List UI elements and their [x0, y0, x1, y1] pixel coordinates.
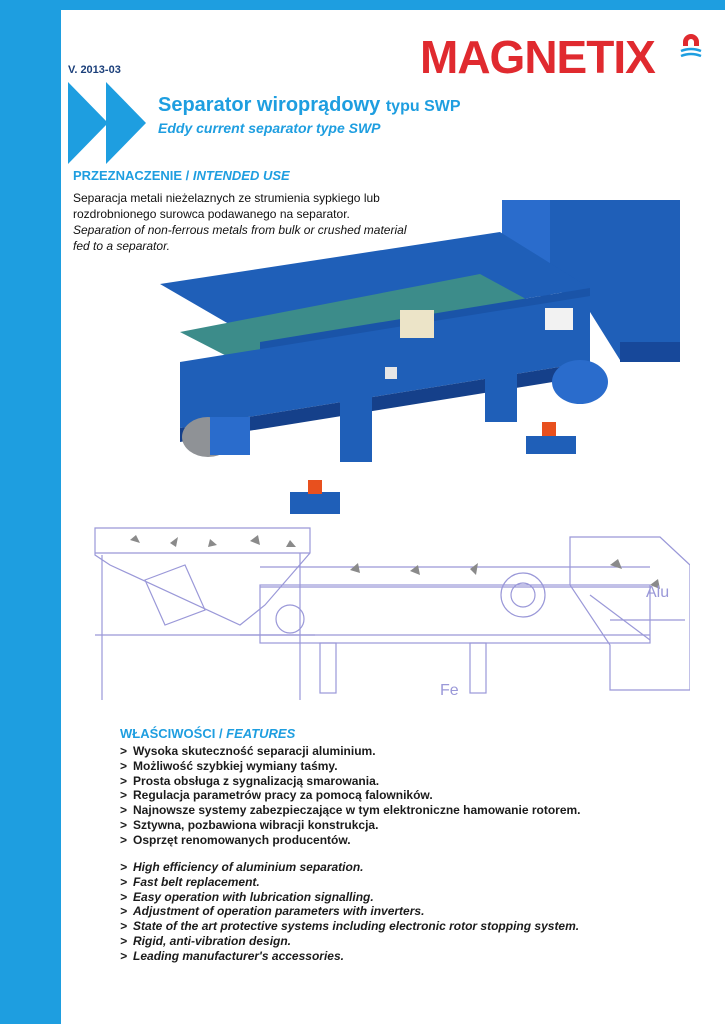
features-heading [120, 726, 295, 741]
magnet-logo-icon [677, 20, 705, 60]
features-list-en [120, 860, 579, 964]
intended-use-heading-en: INTENDED USE [192, 168, 290, 183]
alu-label: Alu [646, 584, 670, 601]
title-polish-main: Separator wiroprądowy [158, 94, 381, 116]
title-polish-type: typu SWP [385, 98, 461, 115]
list-item: > Regulacja parametrów pracy za pomocą falowników. [120, 788, 581, 803]
list-item: > Easy operation with lubrication signalling. [120, 890, 579, 905]
features-heading-en: FEATURES [226, 726, 296, 741]
list-item: > Adjustment of operation parameters with inverters. [120, 904, 579, 919]
magnetix-logo: MAGNETIX [420, 31, 655, 83]
list-item: > Możliwość szybkiej wymiany taśmy. [120, 759, 581, 774]
list-item: > Wysoka skuteczność separacji aluminium. [120, 744, 581, 759]
list-item: > Fast belt replacement. [120, 875, 579, 890]
heading-separator: / [215, 726, 227, 741]
features-heading-pl: WŁAŚCIWOŚCI [120, 726, 216, 741]
intended-use-text-pl: Separacja metali nieżelaznych ze strumienia sypkiego lub rozdrobnionego surowca podawanego na separator. [73, 191, 380, 221]
fe-label: Fe [440, 682, 459, 699]
double-arrow-icon [68, 82, 148, 164]
version-label: V. 2013-03 [68, 64, 121, 76]
list-item: > State of the art protective systems including electronic rotor stopping system. [120, 919, 579, 934]
list-item: > Sztywna, pozbawiona wibracji konstrukcja. [120, 818, 581, 833]
separator-schematic-drawing [90, 525, 690, 705]
intended-use-text-en: Separation of non-ferrous metals from bulk or crushed material fed to a separator. [73, 223, 407, 253]
list-item: > Rigid, anti-vibration design. [120, 934, 579, 949]
title-english: Eddy current separator type SWP [158, 120, 381, 136]
separator-machine-photo [150, 192, 690, 522]
list-item: > Prosta obsługa z sygnalizacją smarowania. [120, 774, 581, 789]
features-list-pl [120, 744, 581, 848]
title-polish [158, 94, 461, 117]
intended-use-heading-pl: PRZEZNACZENIE [73, 168, 183, 183]
list-item: > Osprzęt renomowanych producentów. [120, 833, 581, 848]
list-item: > Najnowsze systemy zabezpieczające w tym elektroniczne hamowanie rotorem. [120, 803, 581, 818]
heading-separator: / [182, 168, 193, 183]
list-item: > Leading manufacturer's accessories. [120, 949, 579, 964]
left-blue-band [0, 0, 61, 1024]
list-item: > High efficiency of aluminium separation. [120, 860, 579, 875]
intended-use-heading [73, 168, 290, 183]
